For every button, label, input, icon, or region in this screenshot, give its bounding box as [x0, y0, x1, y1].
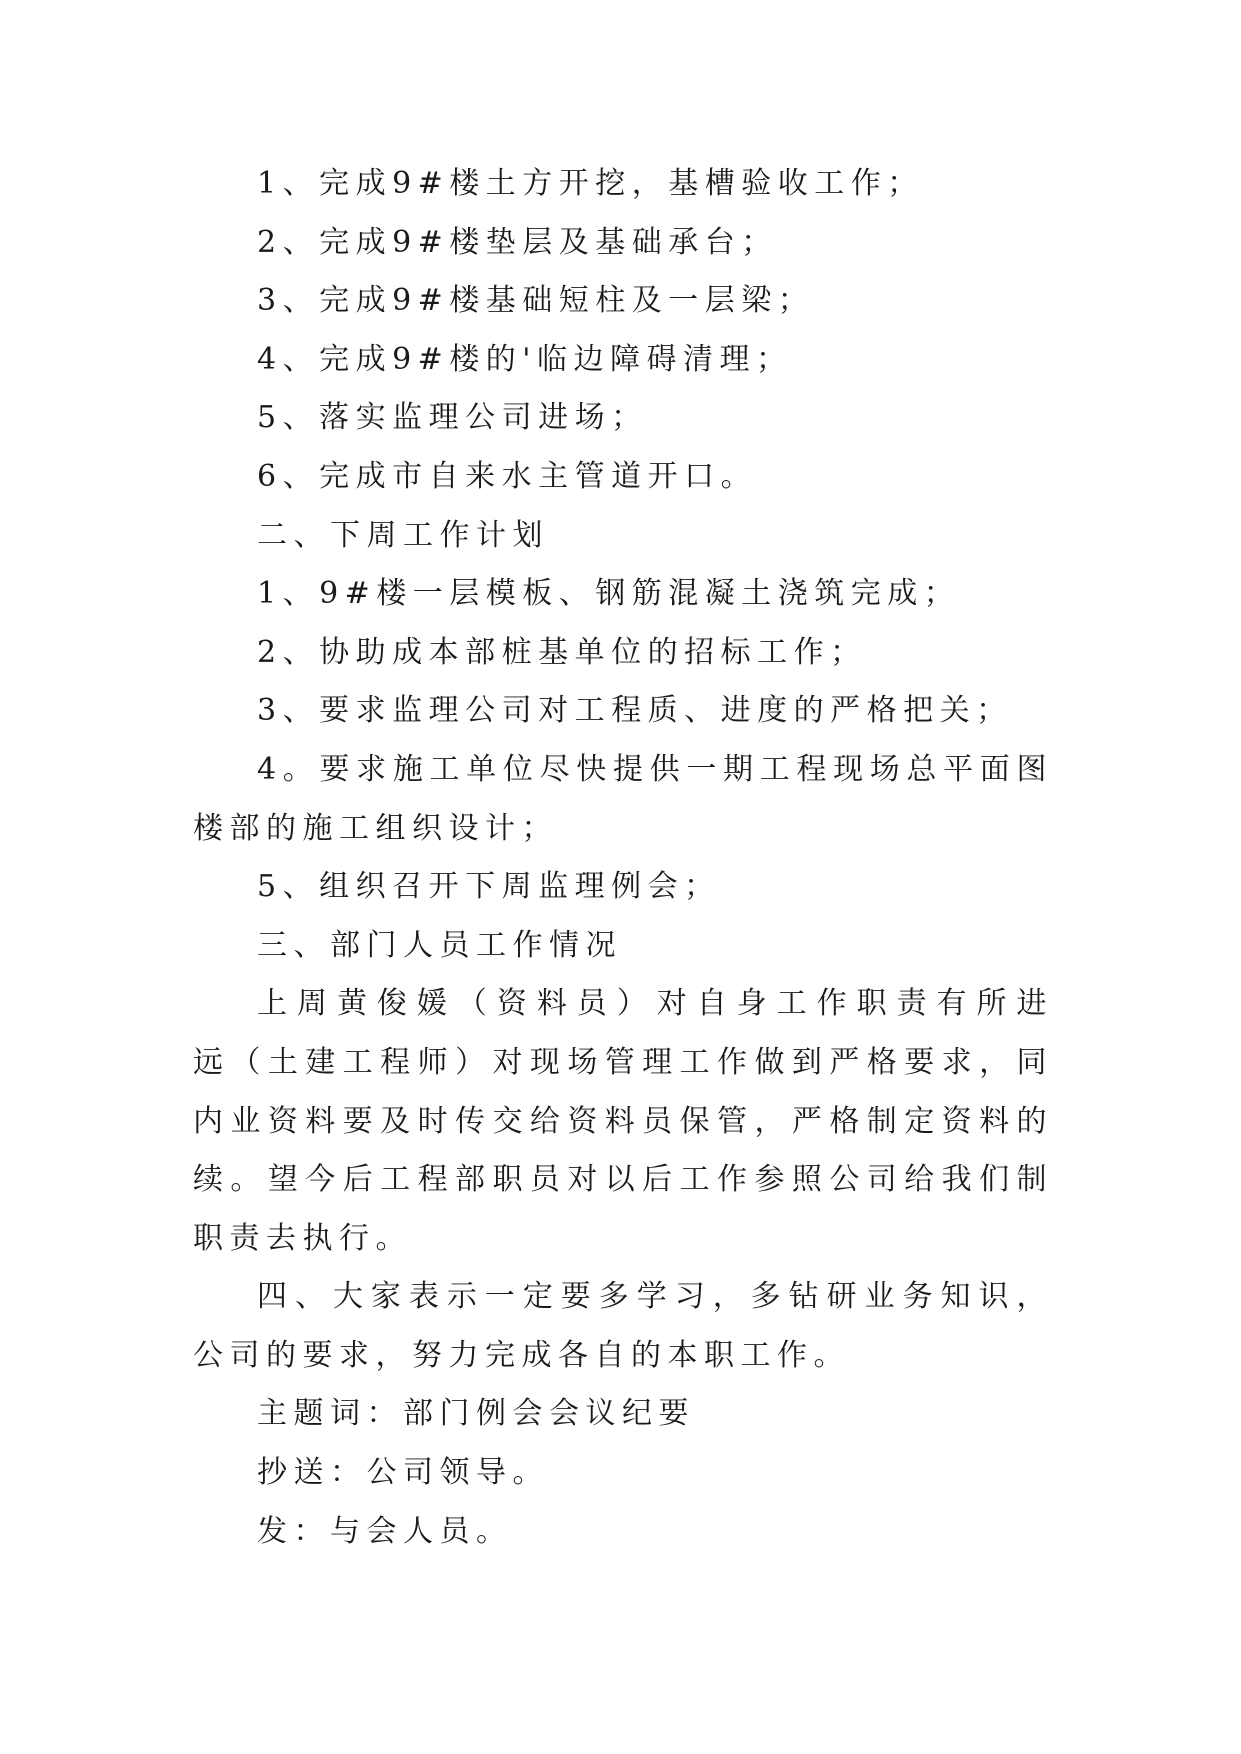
completed-item-5: 5、落实监理公司进场；: [257, 400, 648, 436]
section-heading-next-week-plan: 二、下周工作计划: [257, 517, 549, 553]
staff-paragraph-line-1: 上周黄俊媛（资料员）对自身工作职责有所进: [257, 986, 1053, 1022]
plan-item-3: 3、要求监理公司对工程质、进度的严格把关；: [257, 693, 1013, 729]
completed-item-4: 4、完成9#楼的'临边障碍清理；: [257, 341, 793, 377]
plan-item-1: 1、9#楼一层模板、钢筋混凝土浇筑完成；: [257, 576, 961, 612]
subject-keywords: 主题词：部门例会会议纪要: [257, 1396, 695, 1432]
plan-item-5: 5、组织召开下周监理例会；: [257, 869, 721, 905]
plan-item-4-line-1: 4。要求施工单位尽快提供一期工程现场总平面图: [257, 751, 1053, 787]
staff-paragraph-line-2: 远（土建工程师）对现场管理工作做到严格要求，同: [193, 1044, 1053, 1080]
distribution-line: 发：与会人员。: [257, 1513, 513, 1549]
completed-item-3: 3、完成9#楼基础短柱及一层梁；: [257, 283, 815, 319]
section-four-line-2: 公司的要求，努力完成各自的本职工作。: [193, 1337, 850, 1373]
staff-paragraph-line-3: 内业资料要及时传交给资料员保管，严格制定资料的: [193, 1103, 1053, 1139]
completed-item-2: 2、完成9#楼垫层及基础承台；: [257, 224, 778, 260]
plan-item-4-line-2: 楼部的施工组织设计；: [193, 810, 558, 846]
document-body: [193, 155, 1053, 1561]
plan-item-2: 2、协助成本部桩基单位的招标工作；: [257, 634, 867, 670]
cc-line: 抄送：公司领导。: [257, 1455, 549, 1491]
staff-paragraph-line-5: 职责去执行。: [193, 1220, 412, 1256]
completed-item-1: 1、完成9#楼土方开挖，基槽验收工作；: [257, 166, 924, 201]
staff-paragraph-line-4: 续。望今后工程部职员对以后工作参照公司给我们制: [193, 1162, 1053, 1198]
section-four-line-1: 四、大家表示一定要多学习，多钻研业务知识，: [257, 1279, 1053, 1315]
section-heading-staff-work: 三、部门人员工作情况: [257, 927, 622, 963]
completed-item-6: 6、完成市自来水主管道开口。: [257, 458, 758, 494]
